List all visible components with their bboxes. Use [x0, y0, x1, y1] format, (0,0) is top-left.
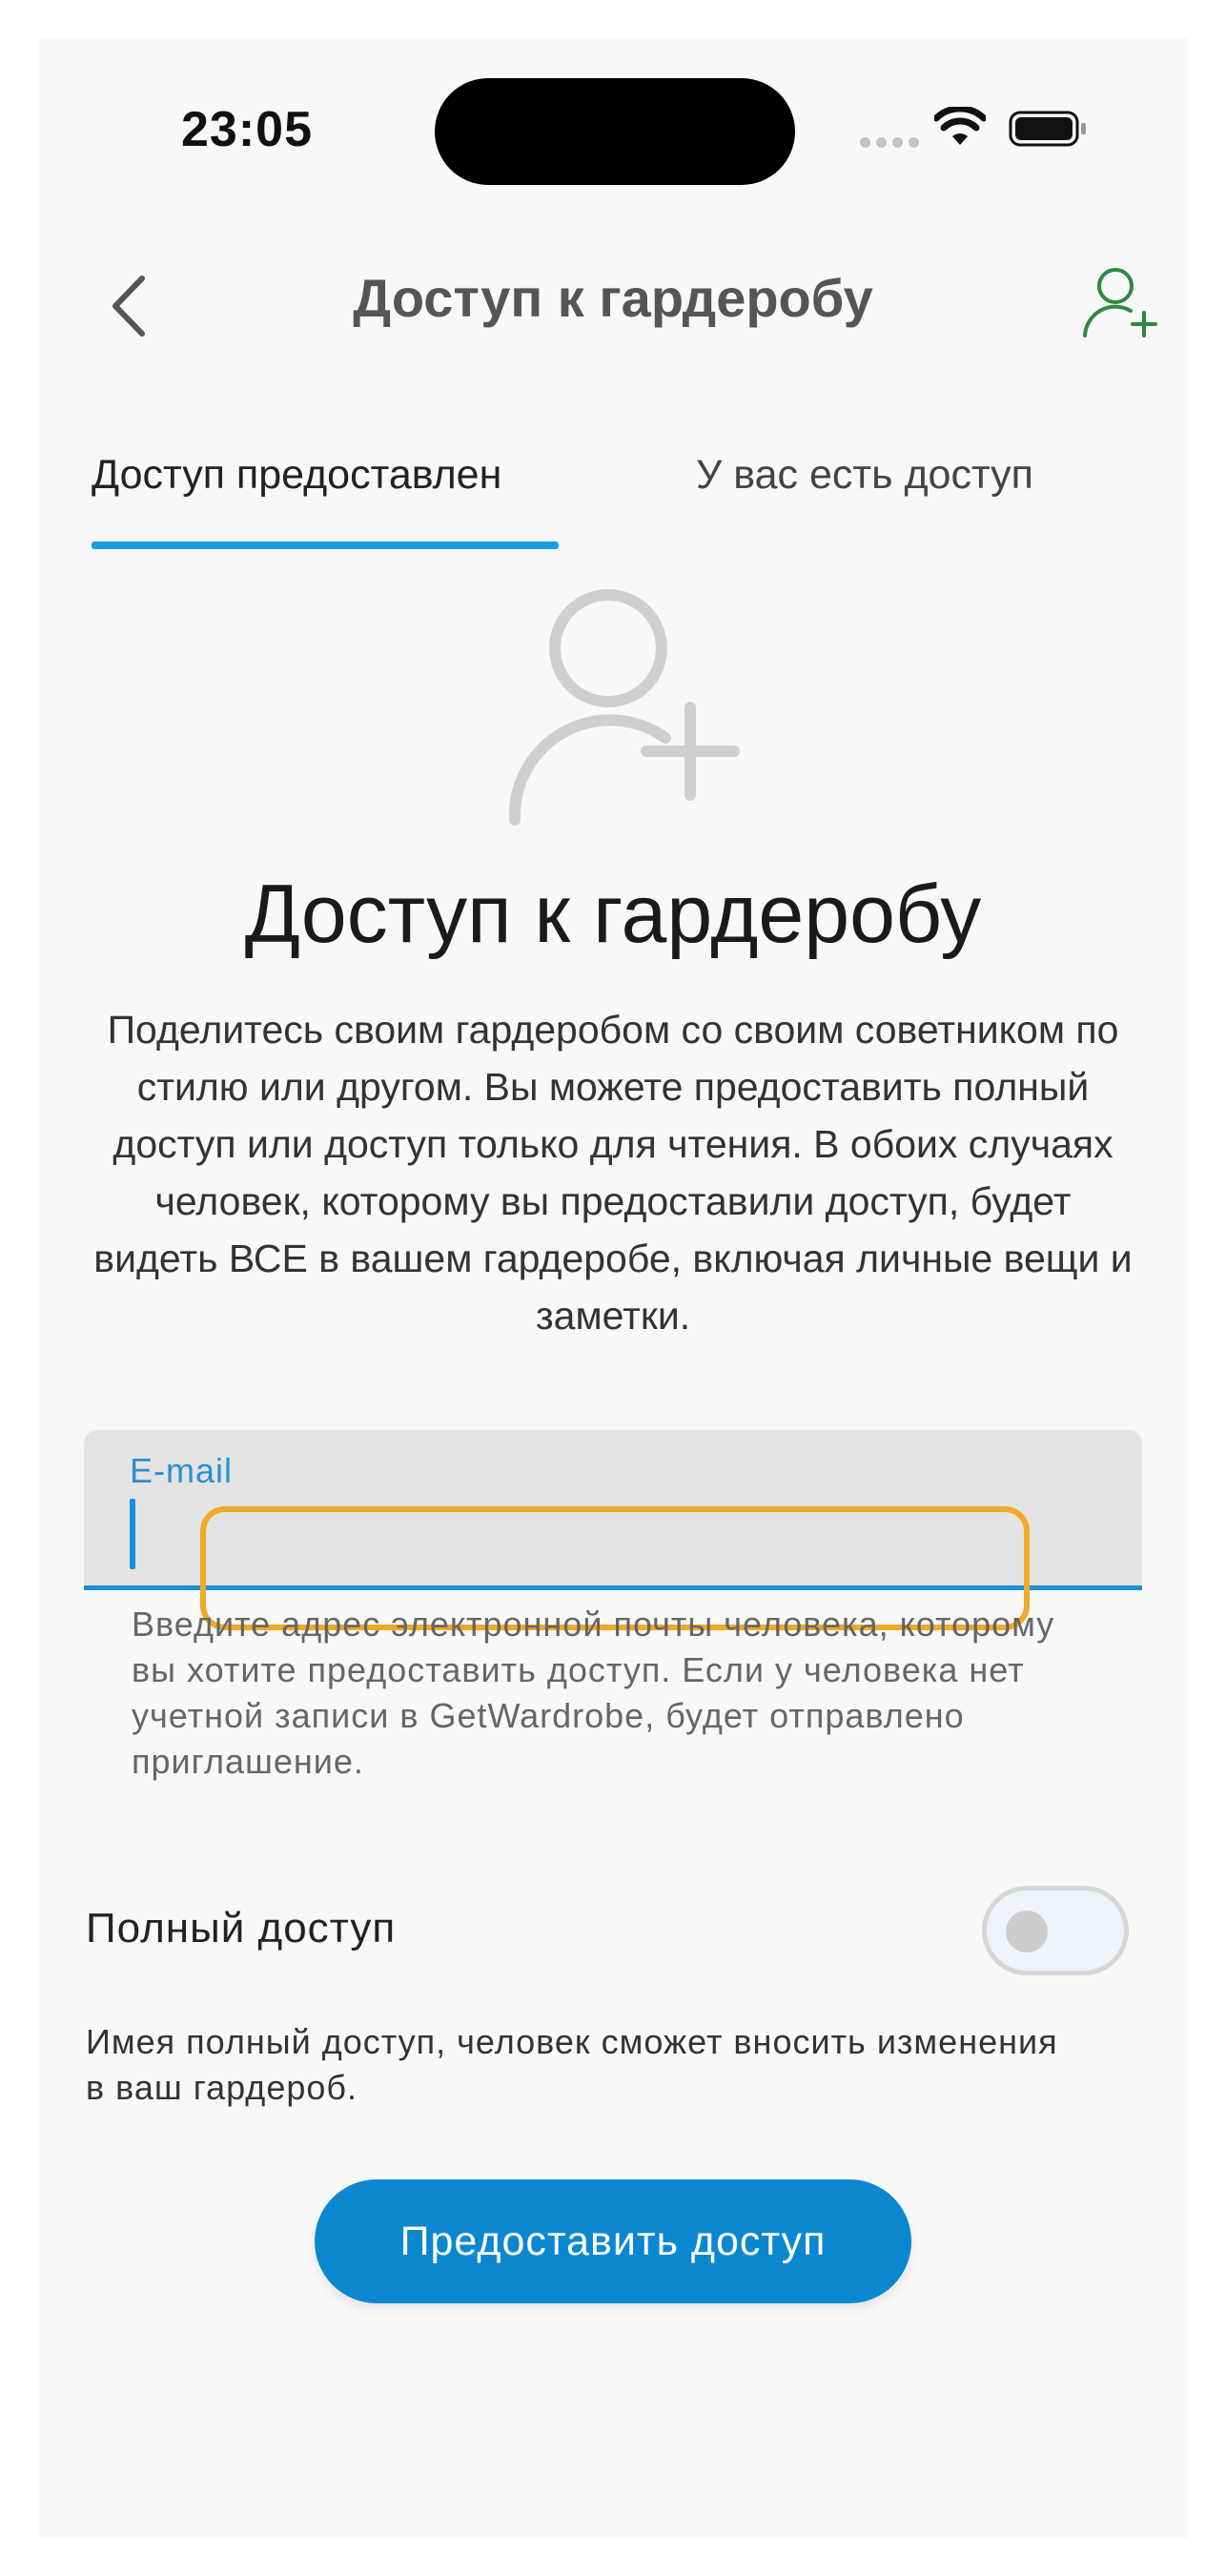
wifi-icon — [934, 107, 986, 147]
active-tab-indicator — [92, 542, 559, 549]
user-plus-icon — [1077, 257, 1163, 343]
hero-description: Поделитесь своим гардеробом со своим советником по стилю или другом. Вы можете предоставить полный доступ или доступ только для чтения. В обоих случаях человек, которому вы предоставили доступ, будет видеть ВСЕ в вашем гардеробе, включая личные вещи и заметки. — [93, 1008, 1133, 1338]
grant-access-button[interactable]: Предоставить доступ — [315, 2179, 911, 2303]
full-access-toggle[interactable] — [982, 1886, 1129, 1975]
chevron-left-icon — [110, 275, 148, 337]
email-input[interactable] — [130, 1495, 1083, 1571]
email-field[interactable] — [84, 1430, 1142, 1590]
tab-label: У вас есть доступ — [696, 452, 1033, 498]
phone-screen — [38, 38, 1188, 2538]
cellular-signal-icon — [860, 137, 919, 151]
full-access-description: Имея полный доступ, человек сможет вносить изменения в ваш гардероб. — [86, 2022, 1058, 2107]
tab-label: Доступ предоставлен — [92, 452, 502, 498]
hero-title: Доступ к гардеробу — [244, 869, 982, 960]
back-button[interactable] — [95, 263, 162, 349]
toggle-knob — [1006, 1911, 1048, 1952]
user-plus-icon — [503, 574, 770, 831]
email-helper-text: Введите адрес электронной почты человека, которому вы хотите предоставить доступ. Если у человека нет учетной записи в GetWardrobe, будет отправлено приглашение. — [132, 1605, 1055, 1781]
dynamic-island — [435, 78, 795, 185]
add-user-button[interactable] — [1077, 257, 1163, 343]
status-time: 23:05 — [181, 102, 313, 157]
page-title: Доступ к гардеробу — [353, 268, 873, 328]
tab-you-have-access[interactable] — [696, 412, 1134, 555]
full-access-label: Полный доступ — [86, 1905, 397, 1952]
email-field-label: E-mail — [130, 1451, 234, 1490]
battery-icon — [1009, 109, 1089, 149]
tab-access-given[interactable] — [92, 412, 559, 555]
